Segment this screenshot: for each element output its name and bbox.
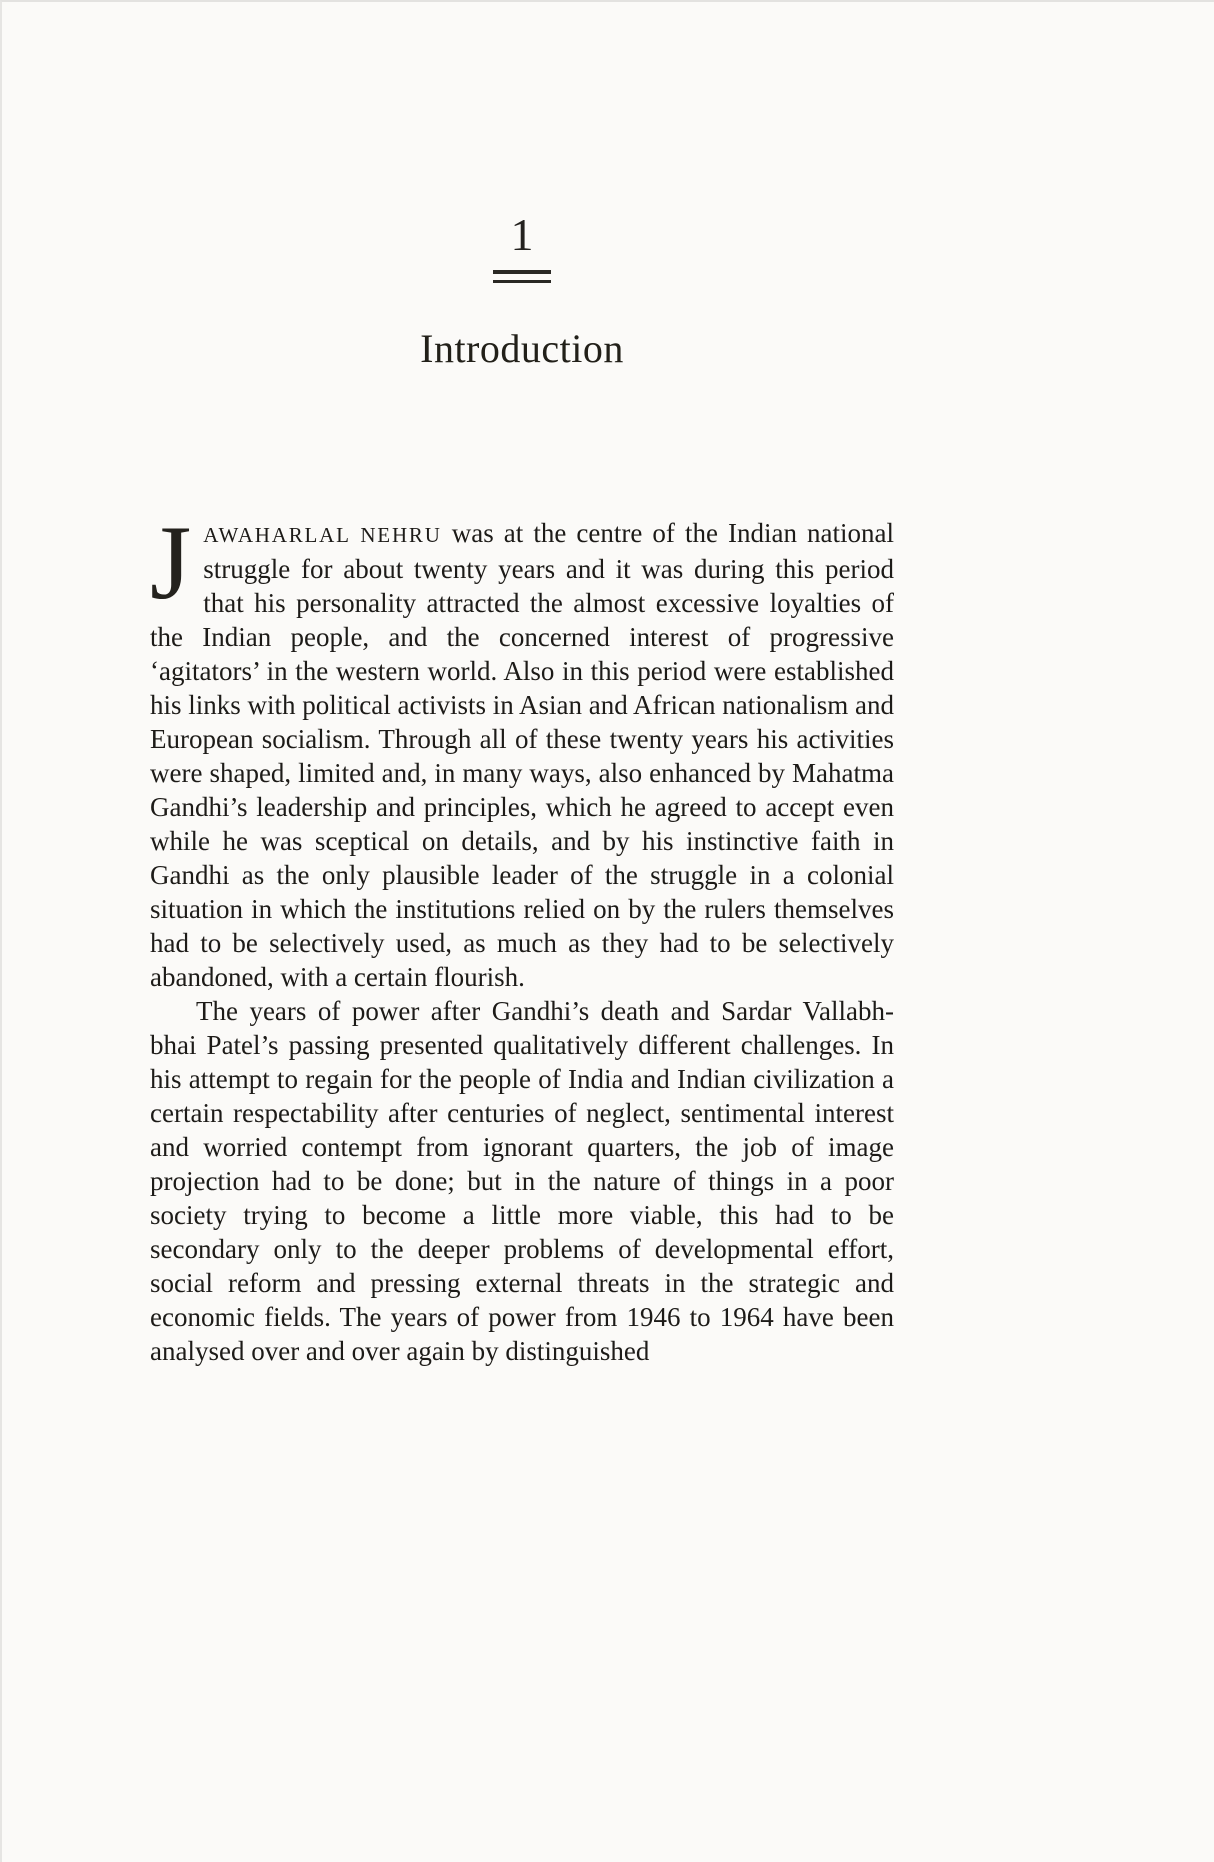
paragraph-2: The years of power after Gandhi’s death and Sardar Vallabh-bhai Patel’s passing presented qualitatively different challenges. In his attempt to regain for the people of India and Indian civilization a certain respectability after centuries of neglect, sentimental interest and worried contempt from ignorant quarters, the job of image projection had to be done; but in the nature of things in a poor society trying to become a little more viable, this had to be secondary only to the deeper problems of developmental effort, social reform and pressing external threats in the strategic and economic fields. The years of power from 1946 to 1964 have been analysed over and over again by distinguished <box>150 996 894 1366</box>
dropcap-initial: J <box>150 504 192 621</box>
lead-smallcaps: AWAHARLAL NEHRU <box>203 523 442 547</box>
chapter-title: Introduction <box>420 326 624 371</box>
body-text <box>150 504 894 1368</box>
chapter-number: 1 <box>510 209 534 260</box>
paragraph-1 <box>150 504 894 994</box>
page-content <box>150 2 894 1368</box>
chapter-number-double-rule <box>493 270 551 283</box>
paragraph-1-text: was at the centre of the Indian national struggle for about twenty years and it was during this period that his personality attracted the almost excessive loyalties of the Indian people, and the concerned interest of progressive ‘agitators’ in the western world. Also in this period were established his links with political activists in Asian and African nationalism and European socialism. Through all of these twenty years his activities were shaped, limited and, in many ways, also enhanced by Mahatma Gandhi’s leadership and principles, which he agreed to accept even while he was sceptical on details, and by his instinctive faith in Gandhi as the only plausible leader of the struggle in a colonial situation in which the institutions relied on by the rulers themselves had to be selectively used, as much as they had to be selectively abandoned, with a certain flourish. <box>150 518 894 992</box>
